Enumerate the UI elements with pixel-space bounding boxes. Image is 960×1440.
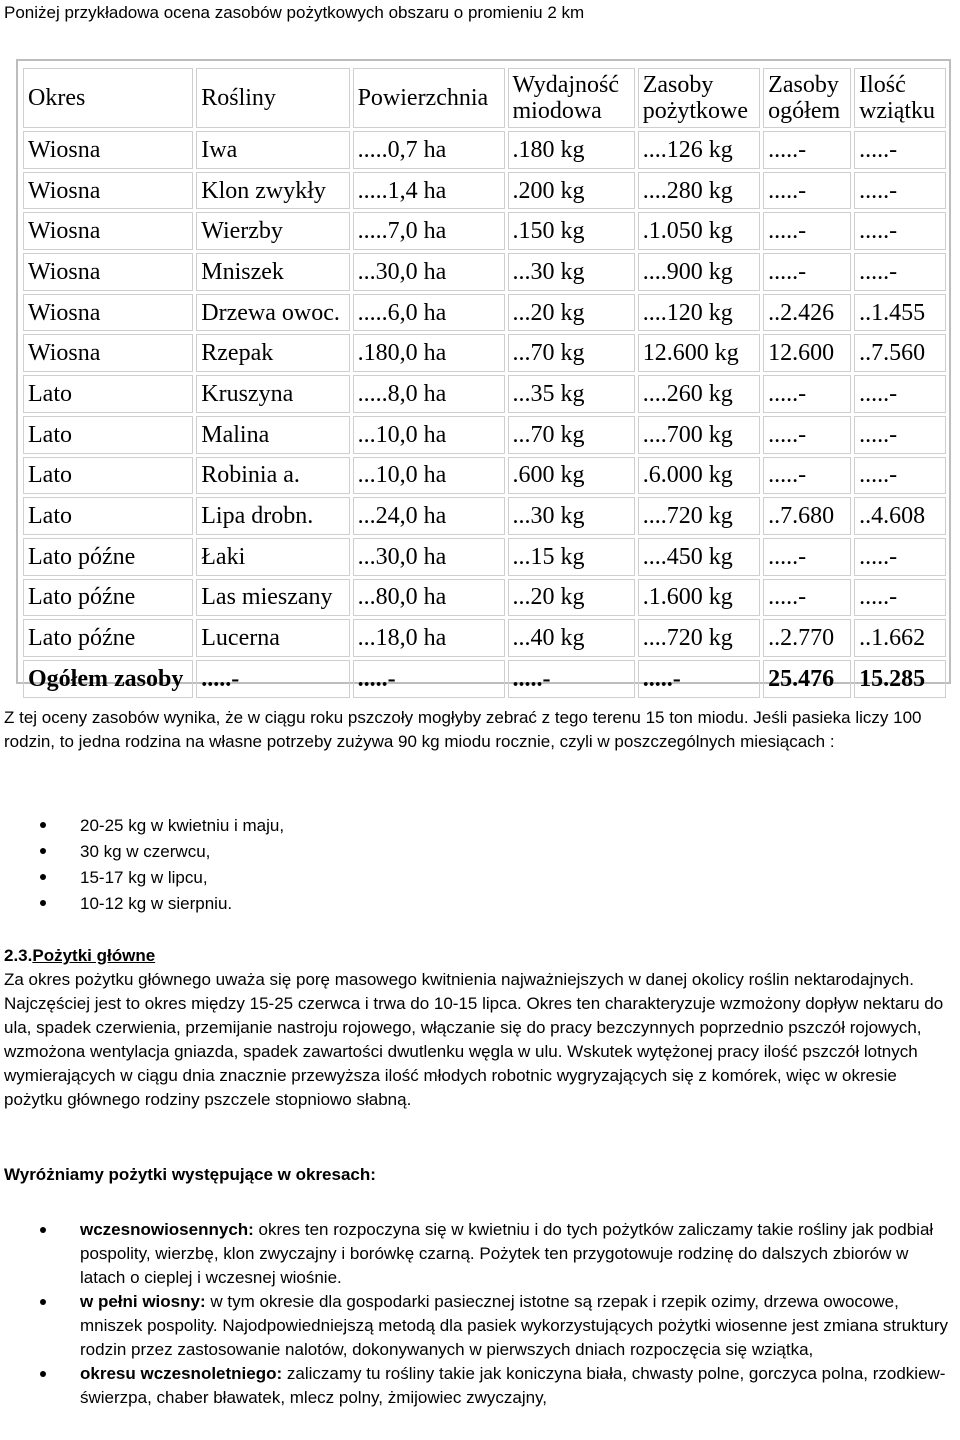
cell-honey-yield: .600 kg (508, 457, 635, 495)
cell-plant: Wierzby (196, 212, 349, 250)
cell-nectar-intake: .....- (854, 579, 946, 617)
cell-total-resources: .....- (763, 131, 851, 169)
cell-nectar-intake: ..4.608 (854, 497, 946, 535)
cell-area: .....0,7 ha (353, 131, 505, 169)
cell-period: Lato późne (23, 538, 193, 576)
cell-plant: Iwa (196, 131, 349, 169)
cell-nectar-intake: ..7.560 (854, 334, 946, 372)
cell-total-resources: .....- (763, 253, 851, 291)
cell-forage-resources: ....900 kg (638, 253, 760, 291)
header-period: Okres (23, 68, 193, 128)
header-nectar-intake: Ilość wziątku (854, 68, 946, 128)
header-total-resources: Zasoby ogółem (763, 68, 851, 128)
cell-plant: Las mieszany (196, 579, 349, 617)
cell-honey-yield: .180 kg (508, 131, 635, 169)
cell-forage-resources: ....720 kg (638, 619, 760, 657)
cell-nectar-intake: .....- (854, 457, 946, 495)
cell-plant: Lucerna (196, 619, 349, 657)
table-row (23, 416, 946, 454)
cell-forage-resources: ....700 kg (638, 416, 760, 454)
cell-nectar-intake: ..1.455 (854, 294, 946, 332)
cell-nectar-intake: .....- (854, 131, 946, 169)
list-item: 10-12 kg w sierpniu. (4, 891, 956, 917)
summary-text: Z tej oceny zasobów wynika, że w ciągu roku pszczoły mogłyby zebrać z tego terenu 15 ton miodu. Jeśli pasieka liczy 100 rodzin, to jedna rodzina na własne potrzeby zużywa 90 kg miodu rocznie, czyli w poszczególnych miesiącach : (4, 708, 922, 751)
total-area: .....- (353, 660, 505, 698)
cell-period: Lato (23, 497, 193, 535)
periods-heading: Wyróżniamy pożytki występujące w okresach: (4, 1165, 376, 1184)
cell-plant: Malina (196, 416, 349, 454)
periods-list (4, 1218, 956, 1410)
cell-area: .....7,0 ha (353, 212, 505, 250)
cell-total-resources: ..2.770 (763, 619, 851, 657)
cell-honey-yield: .200 kg (508, 172, 635, 210)
table-row (23, 457, 946, 495)
cell-total-resources: .....- (763, 579, 851, 617)
cell-nectar-intake: .....- (854, 212, 946, 250)
cell-area: ...30,0 ha (353, 253, 505, 291)
table-header-row (23, 68, 946, 128)
table-row (23, 375, 946, 413)
cell-forage-resources: ....720 kg (638, 497, 760, 535)
cell-nectar-intake: ..1.662 (854, 619, 946, 657)
cell-nectar-intake: .....- (854, 416, 946, 454)
cell-forage-resources: ....450 kg (638, 538, 760, 576)
cell-area: ...80,0 ha (353, 579, 505, 617)
total-nectar-intake: 15.285 (854, 660, 946, 698)
cell-total-resources: 12.600 (763, 334, 851, 372)
cell-area: ...30,0 ha (353, 538, 505, 576)
cell-period: Wiosna (23, 334, 193, 372)
total-period: Ogółem zasoby (23, 660, 193, 698)
cell-forage-resources: ....120 kg (638, 294, 760, 332)
cell-nectar-intake: .....- (854, 172, 946, 210)
cell-forage-resources: 12.600 kg (638, 334, 760, 372)
cell-total-resources: ..2.426 (763, 294, 851, 332)
cell-plant: Robinia a. (196, 457, 349, 495)
cell-period: Lato (23, 416, 193, 454)
cell-period: Wiosna (23, 294, 193, 332)
section-body: Za okres pożytku głównego uważa się porę masowego kwitnienia najważniejszych w danej okolicy roślin nektarodajnych. Najczęściej jest to okres między 15-25 czerwca i trwa do 10-15 lipca. Okres ten charakteryzuje wzmożony dopływ nektaru do ula, spadek czerwienia, przemijanie nastroju rojowego, włączanie się do pracy bezczynnych poprzednio pszczół rojowych, wzmożona wentylacja gniazda, spadek zawartości dwutlenku węgla w ulu. Wskutek wytężonej pracy ilość pszczół lotnych wymierających w ciągu dnia znacznie przewyższa ilość młodych robotnic wygryzających się z komórek, więc w okresie pożytku głównego rodziny pszczele stopniowo słabną. (4, 970, 944, 1109)
cell-total-resources: .....- (763, 416, 851, 454)
list-item: w pełni wiosny: w tym okresie dla gospodarki pasiecznej istotne są rzepak i rzepik ozimy, drzewa owocowe, mniszek pospolity. Najodpowiedniejszą metodą dla pasiek wykorzystujących pożytki wiosenne jest zmiana struktury rodzin przez zastosowanie nalotów, dokonywanych w pierwszych dniach rozpoczęcia się wziątka, (4, 1290, 956, 1362)
cell-period: Wiosna (23, 212, 193, 250)
cell-honey-yield: ...15 kg (508, 538, 635, 576)
table-row (23, 538, 946, 576)
cell-forage-resources: .6.000 kg (638, 457, 760, 495)
list-item: okresu wczesnoletniego: zaliczamy tu rośliny takie jak koniczyna biała, chwasty polne, gorczyca polna, rzodkiew- świerzpa, chaber bławatek, mlecz polny, żmijowiec zwyczajny, (4, 1362, 956, 1410)
cell-plant: Mniszek (196, 253, 349, 291)
cell-nectar-intake: .....- (854, 538, 946, 576)
cell-nectar-intake: .....- (854, 375, 946, 413)
cell-honey-yield: ...20 kg (508, 579, 635, 617)
cell-forage-resources: ....260 kg (638, 375, 760, 413)
table-row (23, 294, 946, 332)
intro-text: Poniżej przykładowa ocena zasobów pożytkowych obszaru o promieniu 2 km (4, 3, 585, 22)
summary-paragraph (4, 706, 956, 754)
cell-total-resources: .....- (763, 172, 851, 210)
resources-table-frame (16, 59, 951, 692)
cell-forage-resources: ....126 kg (638, 131, 760, 169)
total-plant: .....- (196, 660, 349, 698)
cell-honey-yield: ...70 kg (508, 416, 635, 454)
table-total-row (23, 660, 946, 698)
cell-plant: Klon zwykły (196, 172, 349, 210)
cell-period: Lato późne (23, 579, 193, 617)
table-row (23, 334, 946, 372)
cell-area: ...10,0 ha (353, 416, 505, 454)
cell-area: .....1,4 ha (353, 172, 505, 210)
cell-total-resources: .....- (763, 375, 851, 413)
cell-period: Lato (23, 457, 193, 495)
section-heading: 2.3.Pożytki główne (4, 946, 156, 965)
cell-period: Lato późne (23, 619, 193, 657)
table-row (23, 212, 946, 250)
list-item: 15-17 kg w lipcu, (4, 865, 956, 891)
cell-area: ...24,0 ha (353, 497, 505, 535)
header-forage-resources: Zasoby pożytkowe (638, 68, 760, 128)
cell-area: .....6,0 ha (353, 294, 505, 332)
list-item: 20-25 kg w kwietniu i maju, (4, 813, 956, 839)
cell-period: Wiosna (23, 131, 193, 169)
cell-plant: Łaki (196, 538, 349, 576)
table-row (23, 172, 946, 210)
list-item: 30 kg w czerwcu, (4, 839, 956, 865)
cell-nectar-intake: .....- (854, 253, 946, 291)
cell-honey-yield: .150 kg (508, 212, 635, 250)
cell-plant: Kruszyna (196, 375, 349, 413)
cell-total-resources: .....- (763, 212, 851, 250)
cell-forage-resources: .1.600 kg (638, 579, 760, 617)
cell-total-resources: ..7.680 (763, 497, 851, 535)
table-row (23, 131, 946, 169)
resources-table (20, 65, 949, 701)
cell-honey-yield: ...70 kg (508, 334, 635, 372)
cell-honey-yield: ...20 kg (508, 294, 635, 332)
monthly-usage-list (4, 813, 956, 917)
total-forage-resources: .....- (638, 660, 760, 698)
header-area: Powierzchnia (353, 68, 505, 128)
cell-period: Wiosna (23, 253, 193, 291)
table-row (23, 619, 946, 657)
cell-total-resources: .....- (763, 457, 851, 495)
cell-plant: Drzewa owoc. (196, 294, 349, 332)
cell-period: Wiosna (23, 172, 193, 210)
cell-honey-yield: ...30 kg (508, 497, 635, 535)
main-forage-section (4, 944, 956, 1112)
cell-plant: Rzepak (196, 334, 349, 372)
table-row (23, 253, 946, 291)
header-honey-yield: Wydajność miodowa (508, 68, 635, 128)
cell-honey-yield: ...40 kg (508, 619, 635, 657)
cell-area: .180,0 ha (353, 334, 505, 372)
table-row (23, 497, 946, 535)
cell-total-resources: .....- (763, 538, 851, 576)
total-total-resources: 25.476 (763, 660, 851, 698)
cell-area: .....8,0 ha (353, 375, 505, 413)
header-plants: Rośliny (196, 68, 349, 128)
cell-forage-resources: .1.050 kg (638, 212, 760, 250)
cell-area: ...10,0 ha (353, 457, 505, 495)
cell-period: Lato (23, 375, 193, 413)
total-honey-yield: .....- (508, 660, 635, 698)
cell-area: ...18,0 ha (353, 619, 505, 657)
cell-forage-resources: ....280 kg (638, 172, 760, 210)
cell-honey-yield: ...35 kg (508, 375, 635, 413)
cell-plant: Lipa drobn. (196, 497, 349, 535)
list-item: wczesnowiosennych: okres ten rozpoczyna się w kwietniu i do tych pożytków zaliczamy takie rośliny jak podbiał pospolity, wierzbę, klon zwyczajny i borówkę czarną. Pożytek ten przygotowuje rodzinę do dalszych zbiorów w latach o cieplej i wczesnej wiośnie. (4, 1218, 956, 1290)
table-row (23, 579, 946, 617)
cell-honey-yield: ...30 kg (508, 253, 635, 291)
